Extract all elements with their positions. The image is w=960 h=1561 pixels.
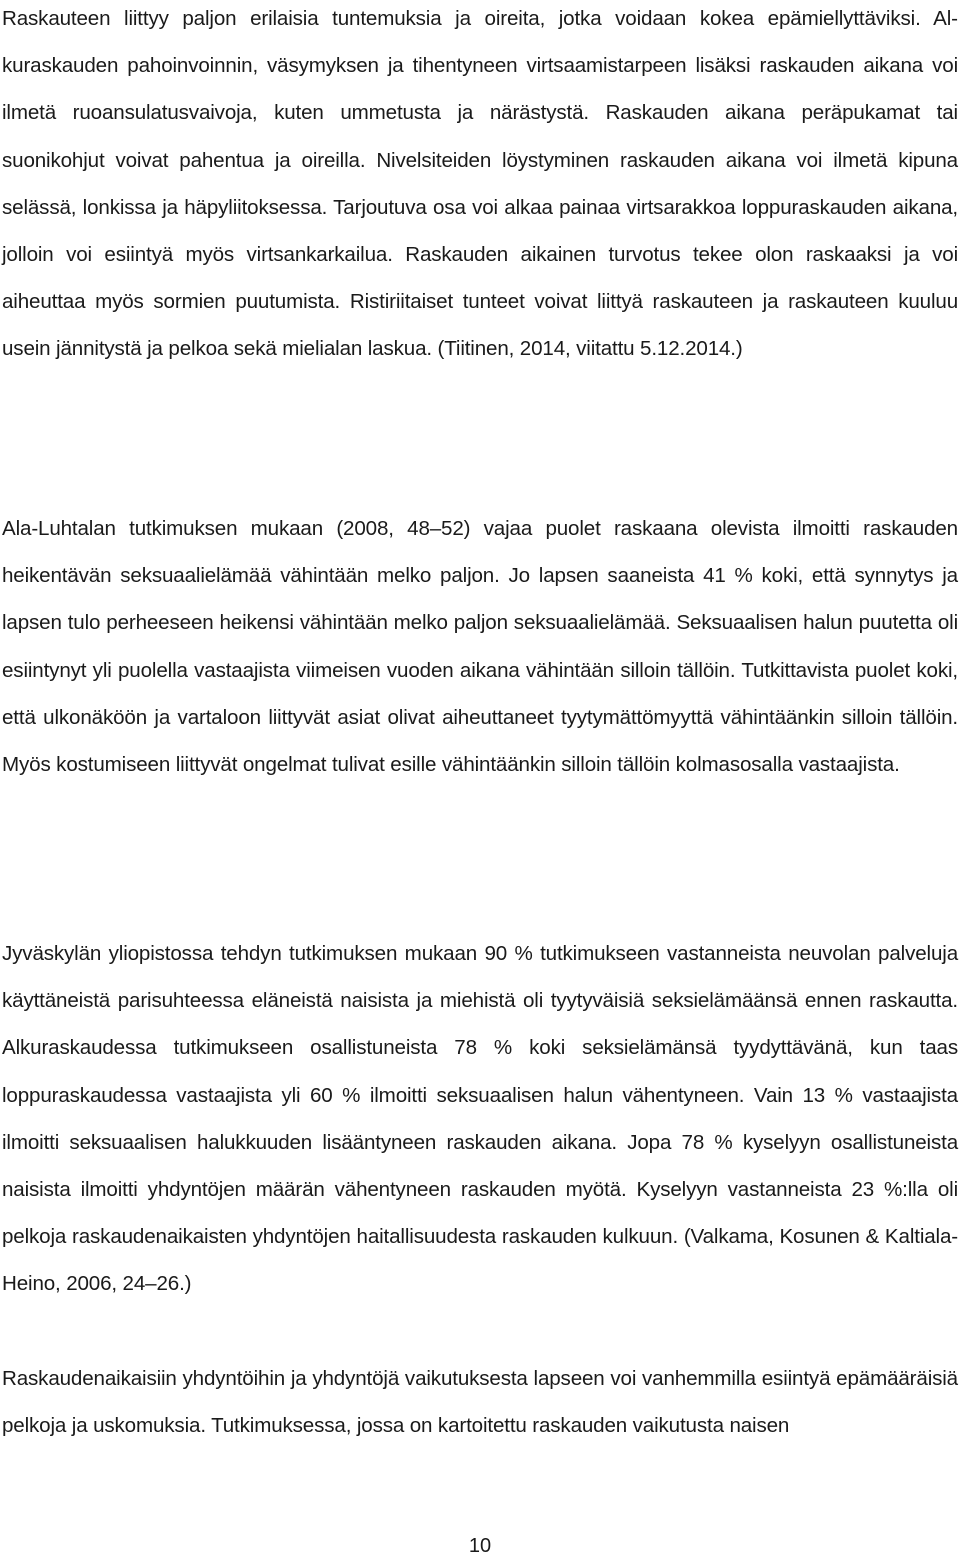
- paragraph-intercourse-fears: Raskaudenaikaisiin yhdyntöihin ja yhdyntöjä vaikutuksesta lapseen voi vanhemmilla esiintyä epämääräisiä pelkoja ja uskomuksia. Tutkimuksessa, jossa on kartoitettu raskauden vaikutusta naisen: [2, 1367, 958, 1438]
- paragraph-ala-luhtala-study: Ala-Luhtalan tutkimuksen mukaan (2008, 48–52) vajaa puolet raskaana olevista ilmoitti raskauden heikentävän seksuaalielämää vähintään melko paljon. Jo lapsen saaneista 41 % koki, että synnytys ja lapsen tulo perheeseen heikensi vähintään melko paljon seksuaalielämää. Seksuaalisen halun puutetta oli esiintynyt yli puolella vastaajista viimeisen vuoden aikana vähintään silloin tällöin. Tutkittavista puolet koki, että ulkonäköön ja vartaloon liittyvät asiat olivat aiheuttaneet tyytymättömyyttä vähintäänkin silloin tällöin. Myös kostumiseen liittyvät ongelmat tulivat esille vähintäänkin silloin tällöin kolmasosalla vastaajista.: [2, 517, 958, 777]
- paragraph-jyvaskyla-study: Jyväskylän yliopistossa tehdyn tutkimuksen mukaan 90 % tutkimukseen vastanneista neuvolan palveluja käyttäneistä parisuhteessa eläneistä naisista ja miehistä oli tyytyväisiä seksielämäänsä ennen raskautta. Alkuraskaudessa tutkimukseen osallistuneista 78 % koki seksielämänsä tyydyttävänä, kun taas loppuraskaudessa vastaajista yli 60 % ilmoitti seksuaalisen halun vähentyneen. Vain 13 % vastaajista ilmoitti seksuaalisen halukkuuden lisääntyneen raskauden aikana. Jopa 78 % kyselyyn osallistuneista naisista ilmoitti yhdyntöjen määrän vähentyneen raskauden myötä. Kyselyyn vastanneista 23 %:lla oli pelkoja raskaudenaikaisten yhdyntöjen haitallisuudesta raskauden kulkuun. (Valkama, Kosunen & Kaltiala-Heino, 2006, 24–26.): [2, 942, 958, 1296]
- page-number: 10: [468, 1535, 492, 1557]
- paragraph-pregnancy-symptoms: Raskauteen liittyy paljon erilaisia tuntemuksia ja oireita, jotka voidaan kokea epämiellyttäviksi. Alkuraskauden pahoinvoinnin, väsymyksen ja tihentyneen virtsaamistarpeen lisäksi raskauden aikana voi ilmetä ruoansulatusvaivoja, kuten ummetusta ja närästystä. Raskauden aikana peräpukamat tai suonikohjut voivat pahentua ja oireilla. Nivelsiteiden löystyminen raskauden aikana voi ilmetä kipuna selässä, lonkissa ja häpyliitoksessa. Tarjoutuva osa voi alkaa painaa virtsarakkoa loppuraskauden aikana, jolloin voi esiintyä myös virtsankarkailua. Raskauden aikainen turvotus tekee olon raskaaksi ja voi aiheuttaa myös sormien puutumista. Ristiriitaiset tunteet voivat liittyä raskauteen ja raskauteen kuuluu usein jännitystä ja pelkoa sekä mielialan laskua. (Tiitinen, 2014, viitattu 5.12.2014.): [2, 7, 958, 361]
